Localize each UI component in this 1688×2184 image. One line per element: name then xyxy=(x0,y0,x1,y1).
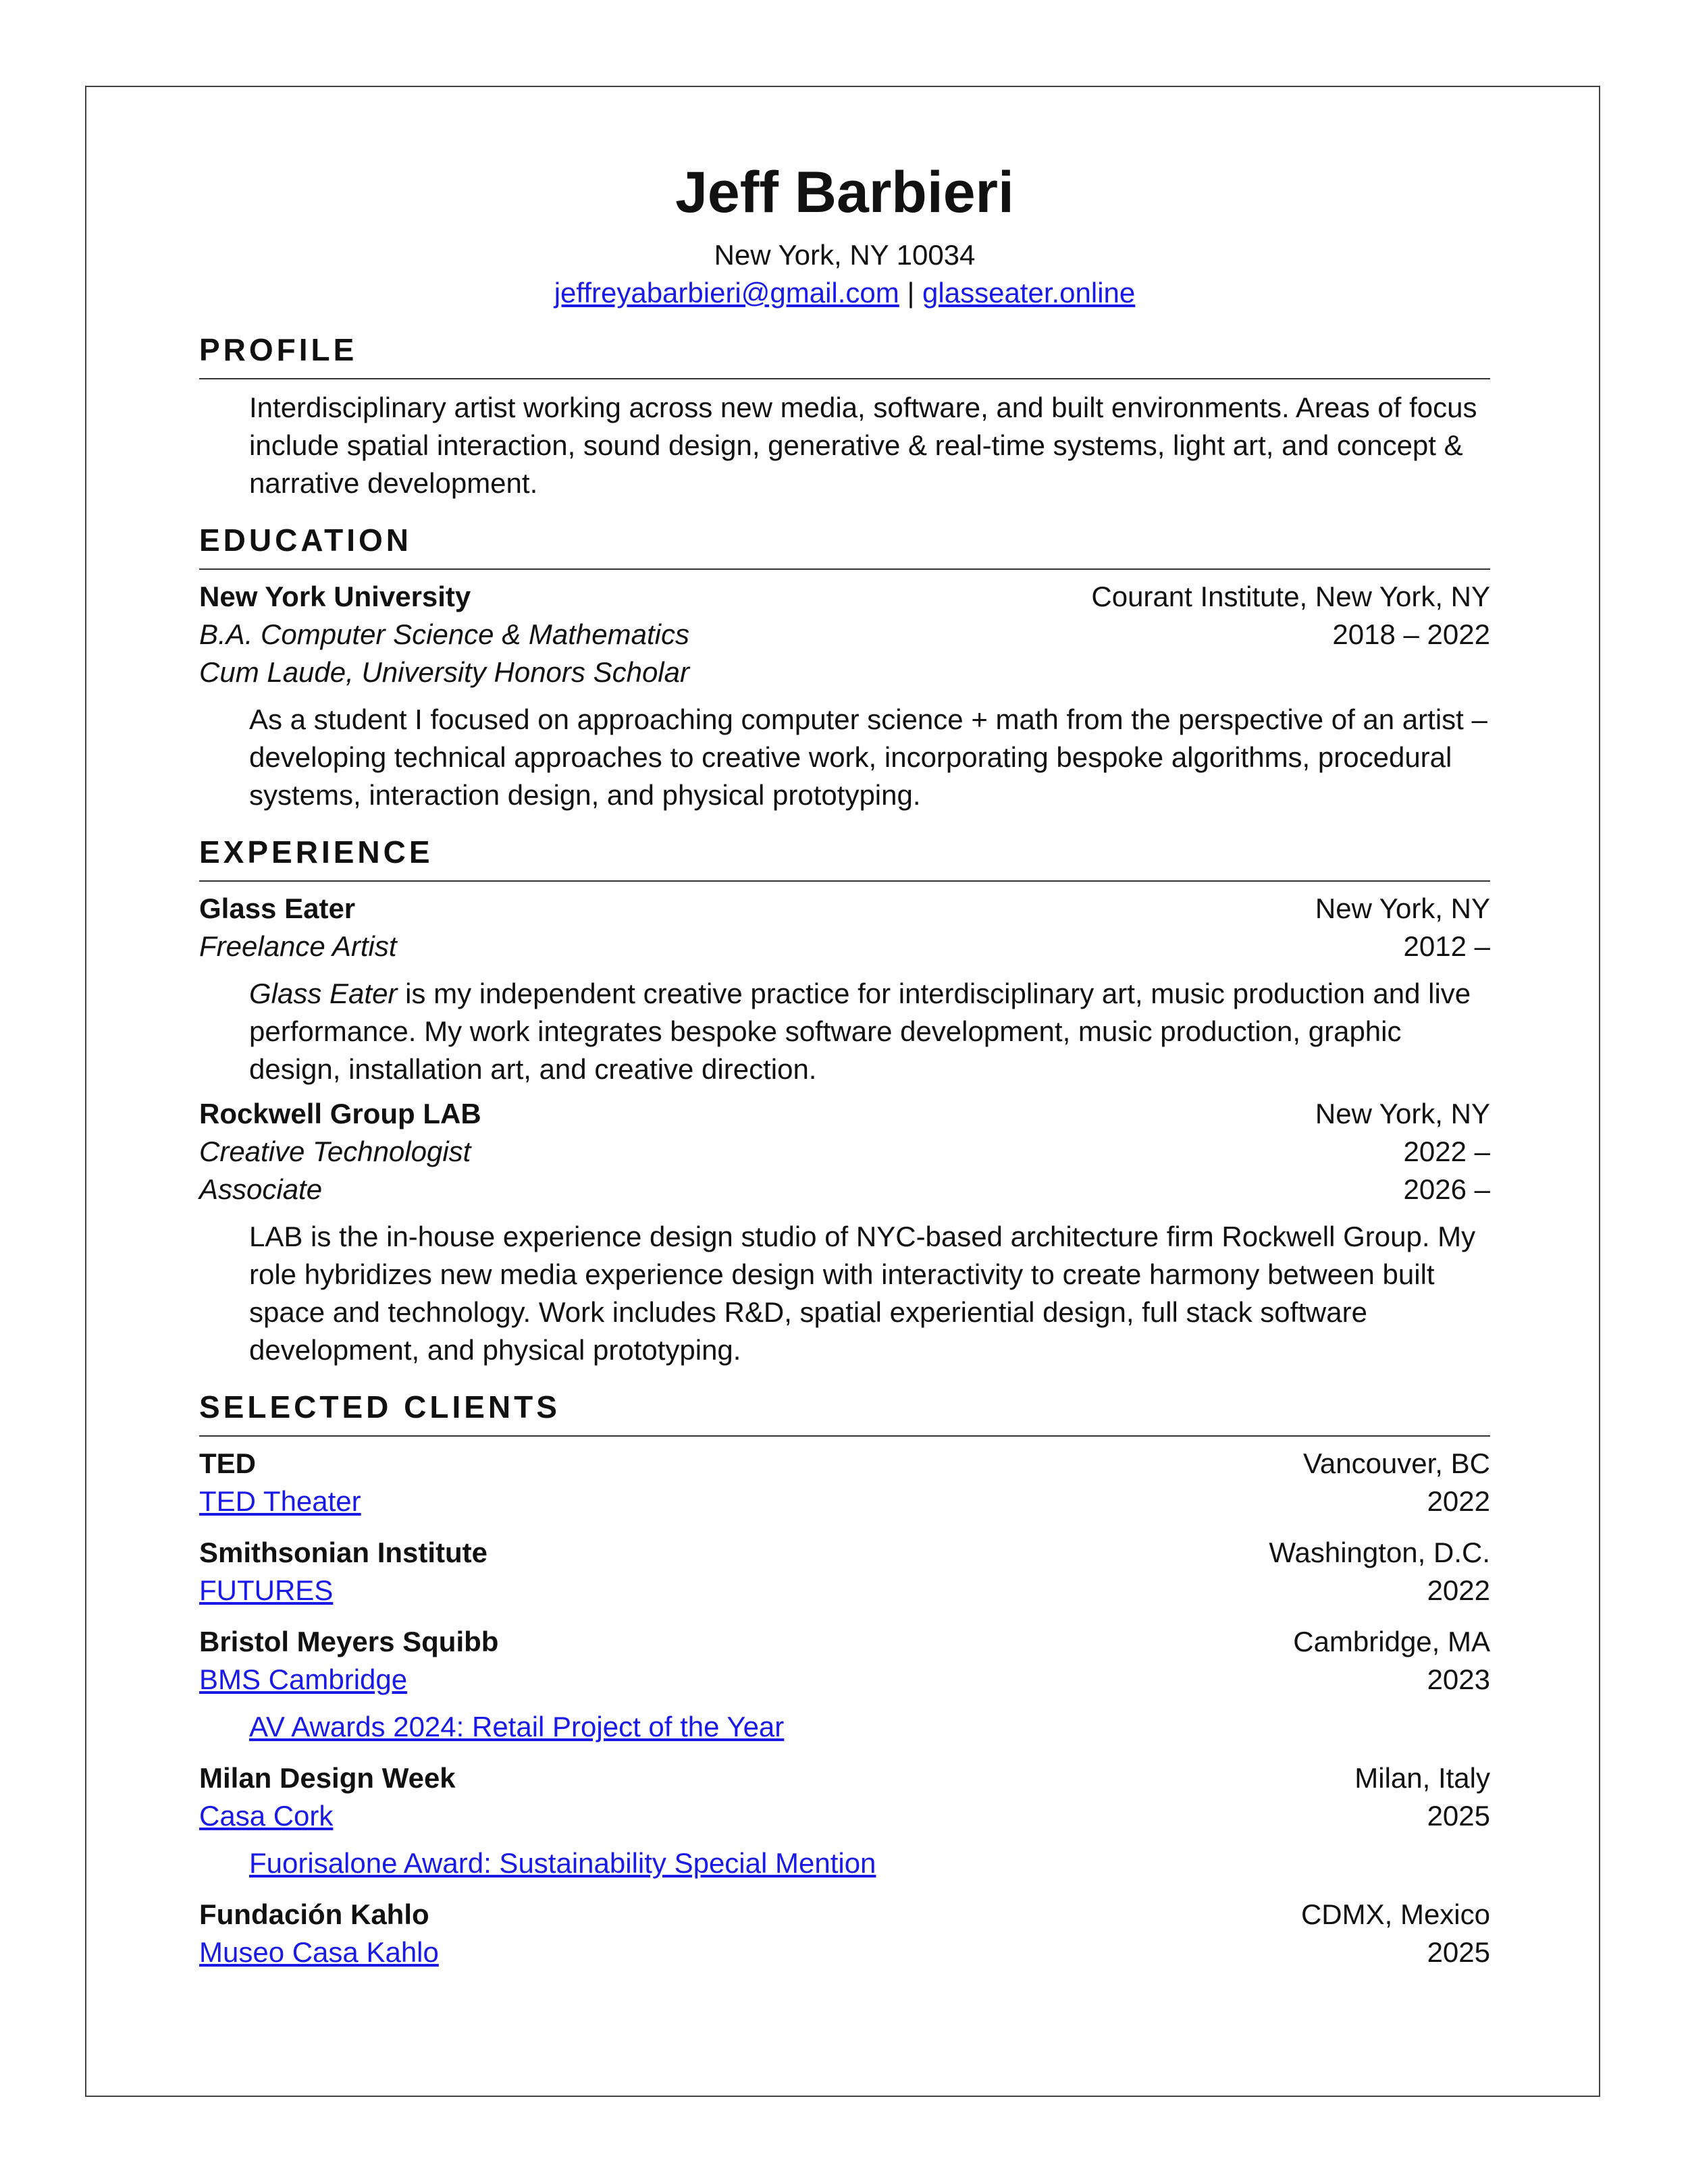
school-location: Courant Institute, New York, NY xyxy=(1091,581,1490,612)
client-project-link[interactable]: BMS Cambridge xyxy=(199,1663,408,1695)
client-org: Fundación Kahlo xyxy=(199,1898,429,1930)
client-location: Vancouver, BC xyxy=(1302,1447,1490,1479)
client-location: Washington, D.C. xyxy=(1269,1537,1490,1568)
education-row-honors xyxy=(199,654,1490,691)
profile-text: Interdisciplinary artist working across new media, software, and built environments. Areas of focus include spatial interaction, sound design, generative & real-time systems, light art, and concept & narrative development. xyxy=(249,392,1477,499)
client-row-project xyxy=(199,1483,1490,1520)
education-row-degree xyxy=(199,616,1490,654)
client-row-project xyxy=(199,1934,1490,1971)
client-project-link[interactable]: Casa Cork xyxy=(199,1800,334,1832)
client-year: 2022 xyxy=(1427,1485,1490,1517)
job-dates: 2012 – xyxy=(1403,930,1490,962)
job-org: Glass Eater xyxy=(199,893,356,924)
client-location: Cambridge, MA xyxy=(1293,1626,1490,1657)
resume-page xyxy=(199,154,1490,1971)
client-org: Milan Design Week xyxy=(199,1762,456,1794)
education-heading: EDUCATION xyxy=(199,521,1490,570)
job-row-org xyxy=(199,1095,1490,1133)
job-role: Freelance Artist xyxy=(199,930,397,962)
client-entry xyxy=(199,1623,1490,1746)
client-entry xyxy=(199,1759,1490,1882)
job-dates-2: 2026 – xyxy=(1403,1173,1490,1205)
client-project-link[interactable]: TED Theater xyxy=(199,1485,361,1517)
job-row-role xyxy=(199,928,1490,965)
client-entry xyxy=(199,1896,1490,1971)
client-year: 2025 xyxy=(1427,1800,1490,1832)
client-project-link[interactable]: FUTURES xyxy=(199,1574,334,1606)
client-entry xyxy=(199,1534,1490,1609)
client-award xyxy=(199,1708,1490,1746)
education-description: As a student I focused on approaching computer science + math from the perspective of an artist – developing technical approaches to creative work, incorporating bespoke algorithms, procedural systems, interaction design, and physical prototyping. xyxy=(249,703,1487,811)
client-org: Bristol Meyers Squibb xyxy=(199,1626,499,1657)
client-project-link[interactable]: Museo Casa Kahlo xyxy=(199,1936,439,1968)
job-row-org xyxy=(199,890,1490,928)
email-link[interactable]: jeffreyabarbieri@gmail.com xyxy=(554,277,899,309)
job-description xyxy=(199,975,1490,1088)
job-description-italic: Glass Eater xyxy=(249,978,398,1009)
client-org: TED xyxy=(199,1447,256,1479)
job-location: New York, NY xyxy=(1315,893,1490,924)
job-row-role-2 xyxy=(199,1171,1490,1208)
experience-heading: EXPERIENCE xyxy=(199,833,1490,882)
website-link[interactable]: glasseater.online xyxy=(922,277,1136,309)
job-role-2: Associate xyxy=(199,1173,323,1205)
school-name: New York University xyxy=(199,581,471,612)
resume-name: Jeff Barbieri xyxy=(675,160,1014,225)
client-location: CDMX, Mexico xyxy=(1300,1898,1490,1930)
honors: Cum Laude, University Honors Scholar xyxy=(199,656,689,688)
profile-heading: PROFILE xyxy=(199,331,1490,379)
client-award xyxy=(199,1844,1490,1882)
client-location: Milan, Italy xyxy=(1354,1762,1490,1794)
client-row-project xyxy=(199,1661,1490,1699)
job-description: LAB is the in-house experience design studio of NYC-based architecture firm Rockwell Group. My role hybridizes new media experience design with interactivity to create harmony between built space and technology. Work includes R&D, spatial experiential design, full stack software development, and physical prototyping. xyxy=(249,1221,1476,1366)
degree: B.A. Computer Science & Mathematics xyxy=(199,618,689,650)
client-award-link[interactable]: Fuorisalone Award: Sustainability Special Mention xyxy=(249,1847,876,1879)
client-row-org xyxy=(199,1759,1490,1797)
client-year: 2022 xyxy=(1427,1574,1490,1606)
client-year: 2025 xyxy=(1427,1936,1490,1968)
client-row-project xyxy=(199,1572,1490,1609)
education-dates: 2018 – 2022 xyxy=(1332,618,1490,650)
client-row-org xyxy=(199,1534,1490,1572)
client-row-org xyxy=(199,1896,1490,1934)
client-row-project xyxy=(199,1797,1490,1835)
education-row-school xyxy=(199,578,1490,616)
contact-line xyxy=(199,274,1490,312)
client-row-org xyxy=(199,1623,1490,1661)
job-description-rest: is my independent creative practice for interdisciplinary art, music production and live performance. My work integrates bespoke software development, music production, graphic design, installation art, and creative direction. xyxy=(249,978,1471,1085)
clients-heading: SELECTED CLIENTS xyxy=(199,1388,1490,1437)
job-role: Creative Technologist xyxy=(199,1136,471,1167)
client-row-org xyxy=(199,1445,1490,1483)
client-entry xyxy=(199,1445,1490,1520)
job-location: New York, NY xyxy=(1315,1098,1490,1129)
client-org: Smithsonian Institute xyxy=(199,1537,488,1568)
contact-separator: | xyxy=(907,277,915,309)
client-year: 2023 xyxy=(1427,1663,1490,1695)
job-org: Rockwell Group LAB xyxy=(199,1098,481,1129)
job-dates: 2022 – xyxy=(1403,1136,1490,1167)
job-row-role xyxy=(199,1133,1490,1171)
client-award-link[interactable]: AV Awards 2024: Retail Project of the Year xyxy=(249,1711,785,1742)
address: New York, NY 10034 xyxy=(714,239,976,271)
